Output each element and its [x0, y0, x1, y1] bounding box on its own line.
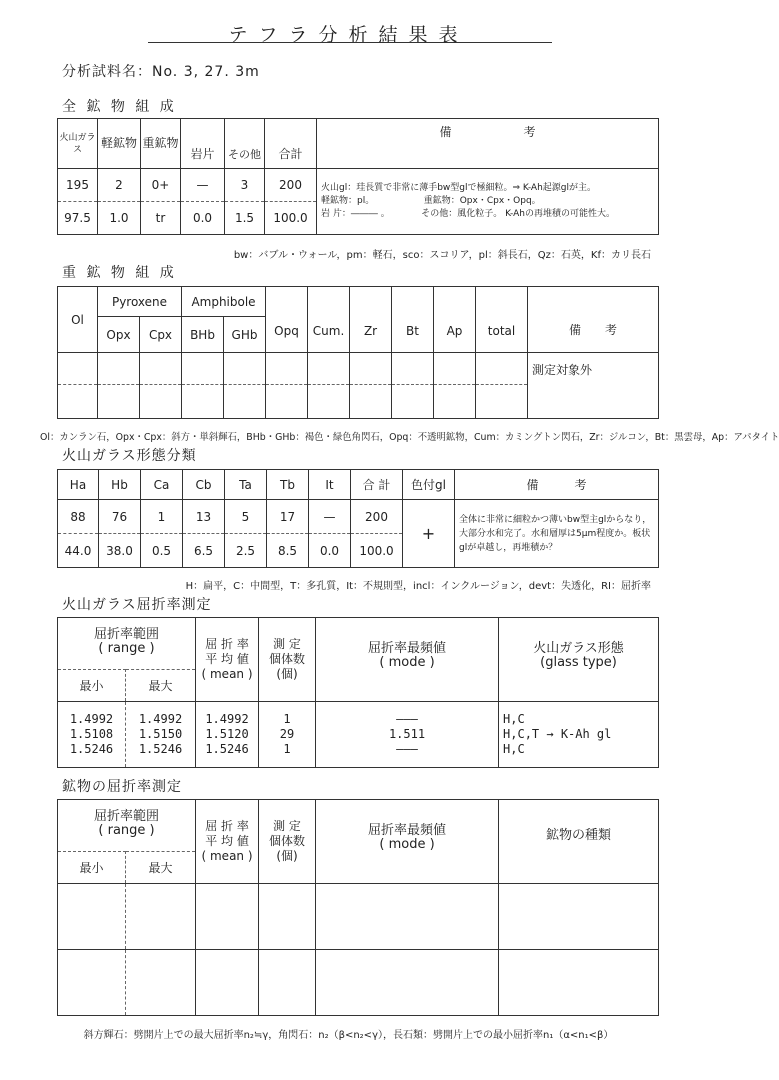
s4-heading: 火山ガラス屈折率測定 [62, 597, 212, 613]
cell: 2 [98, 169, 141, 202]
mineral-composition-table [57, 118, 659, 235]
cell [308, 353, 350, 385]
hdr-tb: Tb [267, 470, 309, 500]
footer-note: 斜方輝石：劈開片上での最大屈折率n₂≒γ，角閃石：n₂（β<n₂<γ），長石類：劈開片上での最小屈折率n₁（α<n₁<β） [83, 1030, 614, 1041]
hdr-total: 合計 [265, 119, 317, 169]
max-values [126, 702, 196, 768]
hdr-ha: Ha [58, 470, 99, 500]
value: 1 [283, 742, 291, 756]
hdr-remarks: 備 考 [455, 470, 659, 500]
not-measured-remark: 測定対象外 [528, 353, 659, 419]
cell [316, 950, 499, 1016]
glass-type-values [499, 702, 659, 768]
hdr-opx: Opx [98, 317, 140, 353]
hdr-other: その他 [225, 119, 265, 169]
value: 29 [279, 727, 295, 741]
cell [499, 884, 659, 950]
cell [58, 353, 98, 385]
hdr-opq: Opq [266, 287, 308, 353]
glass-refractive-index-table [57, 617, 659, 768]
cell: 97.5 [58, 202, 98, 235]
mean-header [196, 618, 259, 702]
count-header [259, 800, 316, 884]
cell [476, 385, 528, 419]
heavy-mineral-table [57, 286, 659, 419]
min-header: 最小 [58, 852, 126, 884]
cell [308, 385, 350, 419]
cell [140, 353, 182, 385]
value: ――― [396, 712, 418, 726]
count-label: (個) [276, 849, 298, 863]
cell [350, 353, 392, 385]
mean-label: ( mean ) [201, 667, 253, 681]
mean-label: ( mean ) [201, 849, 253, 863]
hdr-hb: Hb [99, 470, 141, 500]
remark-line: 火山gl：珪長質で非常に薄手bw型glで極細粒。⇒ K-Ah起源glが主。 [321, 183, 596, 193]
cell: 195 [58, 169, 98, 202]
range-label-en: ( range ) [98, 823, 155, 838]
hdr-cum: Cum. [308, 287, 350, 353]
cell [499, 950, 659, 1016]
max-header: 最大 [126, 670, 196, 702]
cell [259, 884, 316, 950]
glass-morphology-table [57, 469, 659, 568]
value: 1.5246 [138, 742, 183, 756]
mean-label: 平 均 値 [205, 652, 249, 666]
cell [58, 385, 98, 419]
cell [224, 353, 266, 385]
cell: 2.5 [225, 534, 267, 568]
hdr-light-mineral: 軽鉱物 [98, 119, 141, 169]
value: H,C,T → K-Ah gl [503, 727, 612, 741]
cell [98, 385, 140, 419]
sample-name: 分析試料名：No. 3, 27. 3m [62, 64, 260, 80]
range-label: 屈折率範囲 [94, 627, 160, 642]
cell [259, 950, 316, 1016]
value: ――― [396, 742, 418, 756]
mineral-kind-header: 鉱物の種類 [499, 800, 659, 884]
remarks-cell [317, 169, 659, 235]
mode-values [316, 702, 499, 768]
hdr-colored-gl: 色付gl [403, 470, 455, 500]
page-title: テフラ分析結果表 [228, 24, 469, 46]
hdr-total: 合 計 [351, 470, 403, 500]
cell [350, 385, 392, 419]
count-label: 個体数 [269, 834, 306, 848]
cell [126, 950, 196, 1016]
s1-note: bw：バブル・ウォール，pm：軽石，sco：スコリア，pl：斜長石，Qz：石英，Kf：カリ長石 [233, 250, 651, 261]
value: 1.511 [388, 727, 426, 741]
cell [434, 385, 476, 419]
hdr-heavy-mineral: 重鉱物 [141, 119, 181, 169]
glass-type-header [499, 618, 659, 702]
hdr-ca: Ca [141, 470, 183, 500]
count-values [259, 702, 316, 768]
s5-heading: 鉱物の屈折率測定 [62, 779, 182, 795]
hdr-ta: Ta [225, 470, 267, 500]
hdr-ghb: GHb [224, 317, 266, 353]
value: 1 [283, 712, 291, 726]
cell: 0.0 [181, 202, 225, 235]
value: 1.5150 [138, 727, 183, 741]
glass-remarks: 全体に非常に細粒かつ薄いbw型主glからなり，大部分水和完了。水和層厚は5μm程度か。板状glが卓越し，再堆積か？ [455, 500, 659, 568]
min-values [58, 702, 126, 768]
max-header: 最大 [126, 852, 196, 884]
value: 1.4992 [205, 712, 249, 726]
mean-label: 平 均 値 [205, 834, 249, 848]
cell: 5 [225, 500, 267, 534]
remark-line: 岩 片：――― 。 その他：風化粒子。 K-Ahの再堆積の可能性大。 [321, 209, 615, 219]
cell: 0.0 [309, 534, 351, 568]
mode-header [316, 618, 499, 702]
count-label: (個) [276, 667, 298, 681]
cell [58, 950, 126, 1016]
cell: tr [141, 202, 181, 235]
cell: 100.0 [351, 534, 403, 568]
range-header [58, 800, 196, 852]
value: 1.5246 [205, 742, 249, 756]
mean-header [196, 800, 259, 884]
mean-label: 屈 折 率 [205, 637, 249, 651]
cell: 44.0 [58, 534, 99, 568]
hdr-bt: Bt [392, 287, 434, 353]
value: 1.5108 [69, 727, 114, 741]
range-label: 屈折率範囲 [94, 809, 160, 824]
range-header [58, 618, 196, 670]
cell: 6.5 [183, 534, 225, 568]
cell [182, 385, 224, 419]
cell [266, 353, 308, 385]
hdr-volcanic-glass: 火山ガラス [58, 119, 98, 169]
title-underline [148, 42, 552, 43]
value: 1.5246 [69, 742, 114, 756]
s2-heading: 重 鉱 物 組 成 [62, 265, 177, 281]
mode-label: 屈折率最頻値 [368, 823, 447, 838]
count-header [259, 618, 316, 702]
cell [182, 353, 224, 385]
cell: 17 [267, 500, 309, 534]
glass-type-label: 火山ガラス形態 [533, 641, 624, 656]
value: 1.4992 [69, 712, 114, 726]
mode-label: ( mode ) [379, 655, 435, 670]
s3-note: H：扁平，C：中間型，T：多孔質，It：不規則型，incl：インクルージョン，devt：失透化，RI：屈折率 [185, 581, 651, 592]
hdr-zr: Zr [350, 287, 392, 353]
cell: — [309, 500, 351, 534]
hdr-cb: Cb [183, 470, 225, 500]
cell [140, 385, 182, 419]
cell [58, 884, 126, 950]
s3-heading: 火山ガラス形態分類 [62, 448, 197, 464]
cell: 88 [58, 500, 99, 534]
hdr-rock-fragment: 岩片 [181, 119, 225, 169]
cell: 0.5 [141, 534, 183, 568]
mode-label: 屈折率最頻値 [368, 641, 447, 656]
cell: 76 [99, 500, 141, 534]
cell: — [181, 169, 225, 202]
cell [392, 353, 434, 385]
remark-line: 軽鉱物：pl。 重鉱物：Opx・Cpx・Opq。 [321, 196, 541, 206]
value: 1.4992 [138, 712, 183, 726]
hdr-it: It [309, 470, 351, 500]
value: H,C [503, 742, 525, 756]
value: 1.5120 [205, 727, 249, 741]
hdr-bhb: BHb [182, 317, 224, 353]
count-label: 測 定 [273, 637, 301, 651]
mineral-refractive-index-table [57, 799, 659, 1016]
count-label: 測 定 [273, 819, 301, 833]
cell [316, 884, 499, 950]
cell: 200 [265, 169, 317, 202]
cell [98, 353, 140, 385]
hdr-ap: Ap [434, 287, 476, 353]
mode-header [316, 800, 499, 884]
s1-heading: 全 鉱 物 組 成 [62, 99, 177, 115]
mean-values [196, 702, 259, 768]
cell [126, 884, 196, 950]
cell: 1.5 [225, 202, 265, 235]
hdr-amphibole: Amphibole [182, 287, 266, 317]
cell [224, 385, 266, 419]
mean-label: 屈 折 率 [205, 819, 249, 833]
hdr-ol: Ol [58, 287, 98, 353]
cell [196, 950, 259, 1016]
hdr-remarks: 備 考 [317, 119, 659, 169]
hdr-pyroxene: Pyroxene [98, 287, 182, 317]
hdr-remarks: 備 考 [528, 287, 659, 353]
cell [266, 385, 308, 419]
glass-type-label: (glass type) [540, 655, 617, 670]
cell: 1 [141, 500, 183, 534]
min-header: 最小 [58, 670, 126, 702]
count-label: 個体数 [269, 652, 306, 666]
cell [392, 385, 434, 419]
colored-gl-cell: + [403, 500, 455, 568]
mode-label: ( mode ) [379, 837, 435, 852]
cell: 0+ [141, 169, 181, 202]
cell: 38.0 [99, 534, 141, 568]
cell [196, 884, 259, 950]
cell: 200 [351, 500, 403, 534]
cell: 13 [183, 500, 225, 534]
cell: 100.0 [265, 202, 317, 235]
cell: 3 [225, 169, 265, 202]
range-label-en: ( range ) [98, 641, 155, 656]
cell: 1.0 [98, 202, 141, 235]
cell [434, 353, 476, 385]
s2-note: Ol：カンラン石，Opx・Cpx：斜方・単斜輝石，BHb・GHb：褐色・緑色角閃石，Opq：不透明鉱物，Cum：カミングトン閃石，Zr：ジルコン，Bt：黒雲母，Ap：アパタイト [40, 432, 779, 443]
hdr-cpx: Cpx [140, 317, 182, 353]
cell [476, 353, 528, 385]
cell: 8.5 [267, 534, 309, 568]
value: H,C [503, 712, 525, 726]
hdr-total: total [476, 287, 528, 353]
